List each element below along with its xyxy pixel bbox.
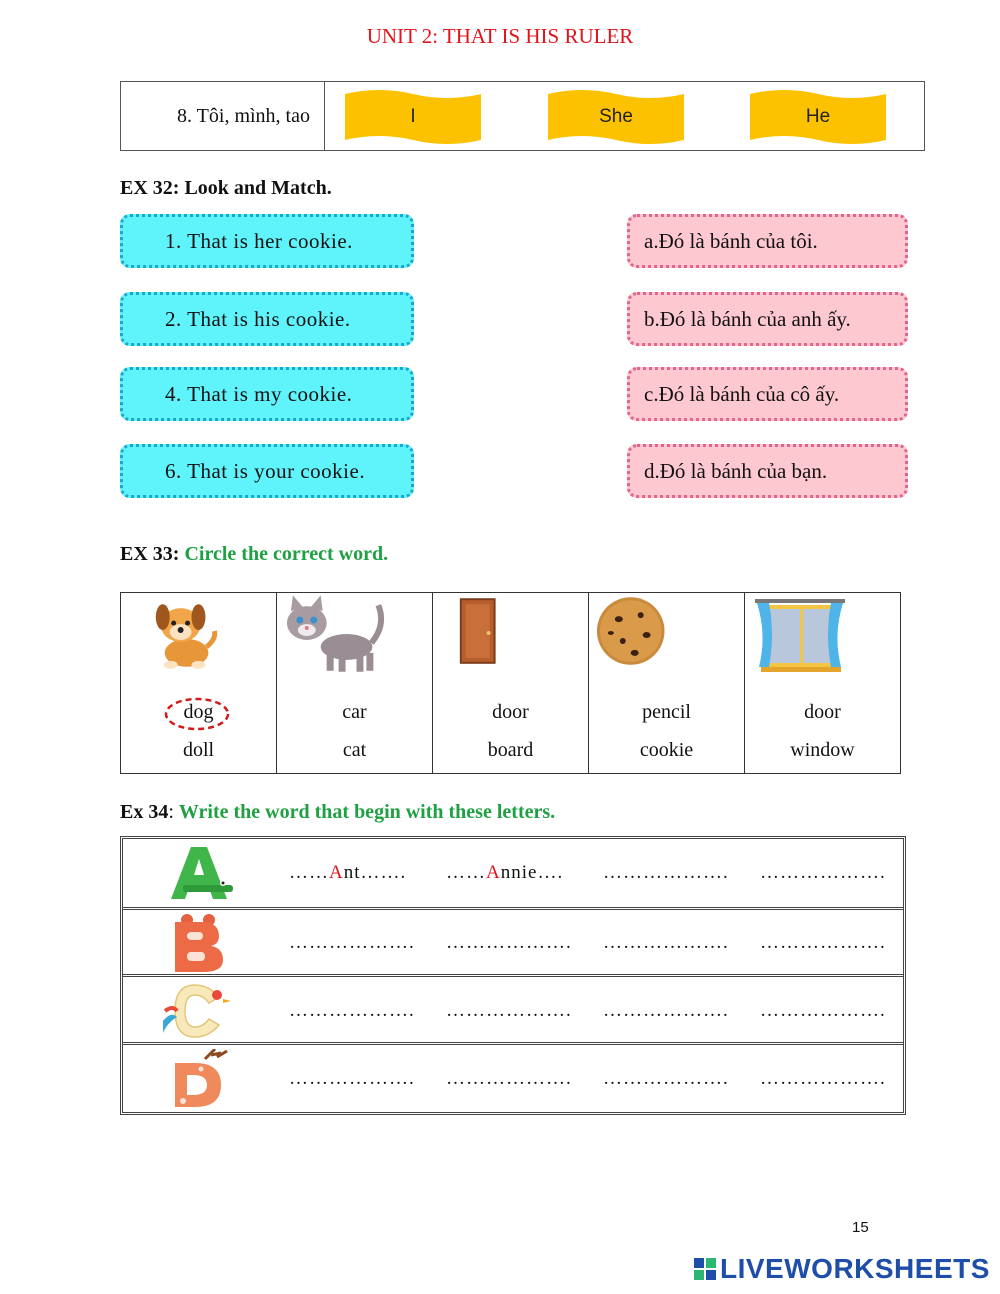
option-he-button[interactable]	[748, 88, 888, 146]
option-I-button[interactable]	[343, 88, 483, 146]
blank-3[interactable]: ……………….	[603, 1068, 729, 1089]
liveworksheets-logo-icon	[694, 1258, 716, 1280]
ex34-label: Ex 34	[120, 801, 169, 823]
word-option-1[interactable]: door	[492, 701, 529, 723]
door-icon	[433, 595, 588, 675]
word-option-1[interactable]: car	[342, 701, 367, 723]
blank-2[interactable]: ……………….	[446, 1068, 572, 1089]
ex33-col-3	[433, 593, 589, 773]
match-right-d[interactable]: d.Đó là bánh của bạn.	[627, 444, 908, 498]
ex33-label: EX 33:	[120, 543, 180, 565]
blank-4[interactable]: ……………….	[760, 1000, 886, 1021]
match-right-a[interactable]: a.Đó là bánh của tôi.	[627, 214, 908, 268]
match-left-2[interactable]: 2. That is his cookie.	[120, 292, 414, 346]
blank-3[interactable]: ……………….	[603, 1000, 729, 1021]
letter-a-crocodile-icon	[161, 843, 241, 903]
letter-b-bear-icon	[161, 914, 241, 974]
ex34-row-a	[123, 839, 903, 910]
blank-2[interactable]: ……Annie….	[446, 862, 564, 883]
word-option-1[interactable]: pencil	[642, 701, 691, 723]
dog-icon	[121, 595, 276, 675]
option-she-button[interactable]	[546, 88, 686, 146]
page-number: 15	[852, 1219, 869, 1236]
ex33-col-2	[277, 593, 433, 773]
ex34-row-d	[123, 1045, 903, 1112]
blank-3[interactable]: ……………….	[603, 932, 729, 953]
ex33-table	[120, 592, 901, 774]
blank-4[interactable]: ……………….	[760, 932, 886, 953]
cookie-icon	[589, 595, 744, 675]
window-icon	[745, 595, 900, 675]
blank-3[interactable]: ……………….	[603, 862, 729, 883]
ex33-col-5	[745, 593, 900, 773]
word-option-2[interactable]: doll	[182, 739, 215, 761]
ex34-row-b	[123, 910, 903, 977]
option-label: He	[805, 106, 831, 127]
word-option-2[interactable]: board	[487, 739, 534, 761]
page-title: UNIT 2: THAT IS HIS RULER	[366, 24, 634, 48]
word-option-2[interactable]: window	[790, 739, 855, 761]
match-right-c[interactable]: c.Đó là bánh của cô ấy.	[627, 367, 908, 421]
ex34-colon: :	[168, 801, 174, 823]
ex34-title	[120, 801, 555, 824]
vocab-row-8	[120, 81, 925, 151]
blank-2[interactable]: ……………….	[446, 1000, 572, 1021]
ex33-title	[120, 543, 388, 566]
match-left-6[interactable]: 6. That is your cookie.	[120, 444, 414, 498]
match-left-4[interactable]: 4. That is my cookie.	[120, 367, 414, 421]
vocab-item-label: 8. Tôi, mình, tao	[121, 82, 325, 150]
brand-name: LIVEWORKSHEETS	[720, 1253, 990, 1284]
blank-4[interactable]: ……………….	[760, 1068, 886, 1089]
blank-1[interactable]: ……………….	[289, 932, 415, 953]
word-option-2[interactable]: cookie	[639, 739, 694, 761]
ex34-instruction: Write the word that begin with these letters.	[178, 801, 556, 823]
ex33-col-4	[589, 593, 745, 773]
ex34-table	[120, 836, 906, 1115]
ex33-instruction: Circle the correct word.	[184, 543, 389, 565]
ex32-title: EX 32: Look and Match.	[120, 177, 332, 199]
blank-1[interactable]: ……Ant…….	[289, 862, 407, 883]
blank-1[interactable]: ……………….	[289, 1068, 415, 1089]
letter-d-deer-icon	[161, 1049, 241, 1109]
letter-c-rooster-icon	[161, 981, 241, 1041]
word-option-1[interactable]: door	[804, 701, 841, 723]
option-label: I	[410, 106, 416, 127]
ex34-row-c	[123, 977, 903, 1045]
option-label: She	[599, 106, 633, 127]
match-left-1[interactable]: 1. That is her cookie.	[120, 214, 414, 268]
ex33-col-1	[121, 593, 277, 773]
cat-icon	[277, 595, 432, 675]
word-option-1[interactable]: dog	[183, 701, 214, 723]
blank-4[interactable]: ……………….	[760, 862, 886, 883]
blank-2[interactable]: ……………….	[446, 932, 572, 953]
blank-1[interactable]: ……………….	[289, 1000, 415, 1021]
match-right-b[interactable]: b.Đó là bánh của anh ấy.	[627, 292, 908, 346]
word-option-2[interactable]: cat	[342, 739, 367, 761]
